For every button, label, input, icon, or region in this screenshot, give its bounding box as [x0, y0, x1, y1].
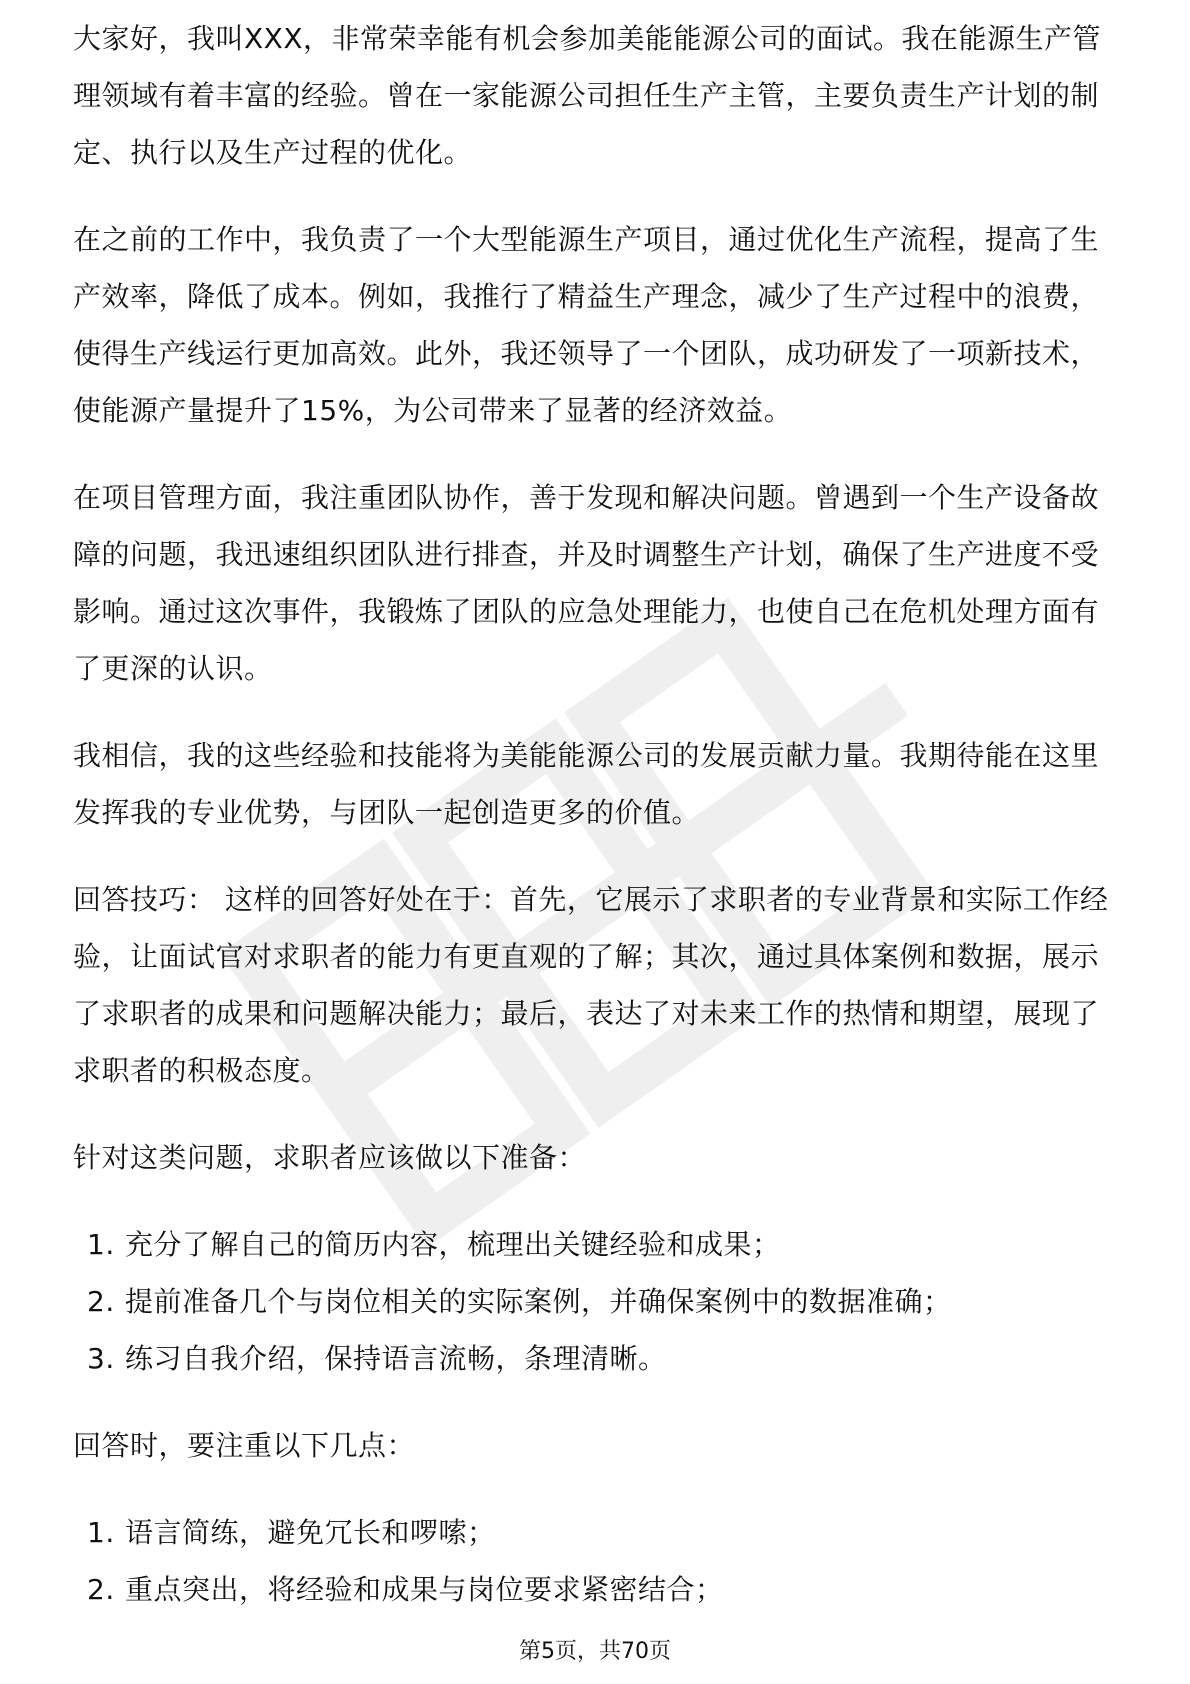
list-item-number: 1.	[87, 1516, 115, 1549]
list-item-text: 练习自我介绍，保持语言流畅，条理清晰。	[125, 1342, 667, 1375]
list-item-text: 提前准备几个与岗位相关的实际案例，并确保案例中的数据准确；	[125, 1285, 952, 1318]
answer-list	[73, 1504, 1123, 1618]
list-item-text: 语言简练，避免冗长和啰嗦；	[125, 1516, 496, 1549]
paragraph-intro: 大家好，我叫XXX，非常荣幸能有机会参加美能能源公司的面试。我在能源生产管理领域有着丰富的经验。曾在一家能源公司担任生产主管，主要负责生产计划的制定、执行以及生产过程的优化。	[73, 22, 1102, 169]
paragraph-answer-intro: 回答时，要注重以下几点：	[73, 1429, 416, 1462]
list-item-text: 重点突出，将经验和成果与岗位要求紧密结合；	[125, 1573, 724, 1606]
list-item	[73, 1561, 1123, 1618]
list-item-text: 充分了解自己的简历内容，梳理出关键经验和成果；	[125, 1228, 781, 1261]
list-item	[73, 1273, 1123, 1330]
page-number-footer: 第5页，共70页	[519, 1639, 671, 1664]
list-item-number: 1.	[87, 1228, 115, 1261]
list-item	[73, 1504, 1123, 1561]
paragraph-project-management: 在项目管理方面，我注重团队协作，善于发现和解决问题。曾遇到一个生产设备故障的问题，我迅速组织团队进行排查，并及时调整生产计划，确保了生产进度不受影响。通过这次事件，我锻炼了团队的应急处理能力，也使自己在危机处理方面有了更深的认识。	[73, 481, 1100, 685]
paragraph-answer-tips: 回答技巧： 这样的回答好处在于：首先，它展示了求职者的专业背景和实际工作经验，让面试官对求职者的能力有更直观的了解；其次，通过具体案例和数据，展示了求职者的成果和问题解决能力；最后，表达了对未来工作的热情和期望，展现了求职者的积极态度。	[73, 883, 1109, 1087]
list-item	[73, 1330, 1123, 1387]
paragraph-closing: 我相信，我的这些经验和技能将为美能能源公司的发展贡献力量。我期待能在这里发挥我的专业优势，与团队一起创造更多的价值。	[73, 739, 1100, 829]
list-item-number: 2.	[87, 1285, 115, 1318]
paragraph-experience: 在之前的工作中，我负责了一个大型能源生产项目，通过优化生产流程，提高了生产效率，降低了成本。例如，我推行了精益生产理念，减少了生产过程中的浪费，使得生产线运行更加高效。此外，我还领导了一个团队，成功研发了一项新技术，使能源产量提升了15%，为公司带来了显著的经济效益。	[73, 223, 1100, 427]
list-item	[73, 1216, 1123, 1273]
list-item-number: 3.	[87, 1342, 115, 1375]
document-body	[73, 22, 1123, 1648]
prep-list	[73, 1216, 1123, 1387]
paragraph-prep-intro: 针对这类问题，求职者应该做以下准备：	[73, 1141, 587, 1174]
list-item-number: 2.	[87, 1573, 115, 1606]
